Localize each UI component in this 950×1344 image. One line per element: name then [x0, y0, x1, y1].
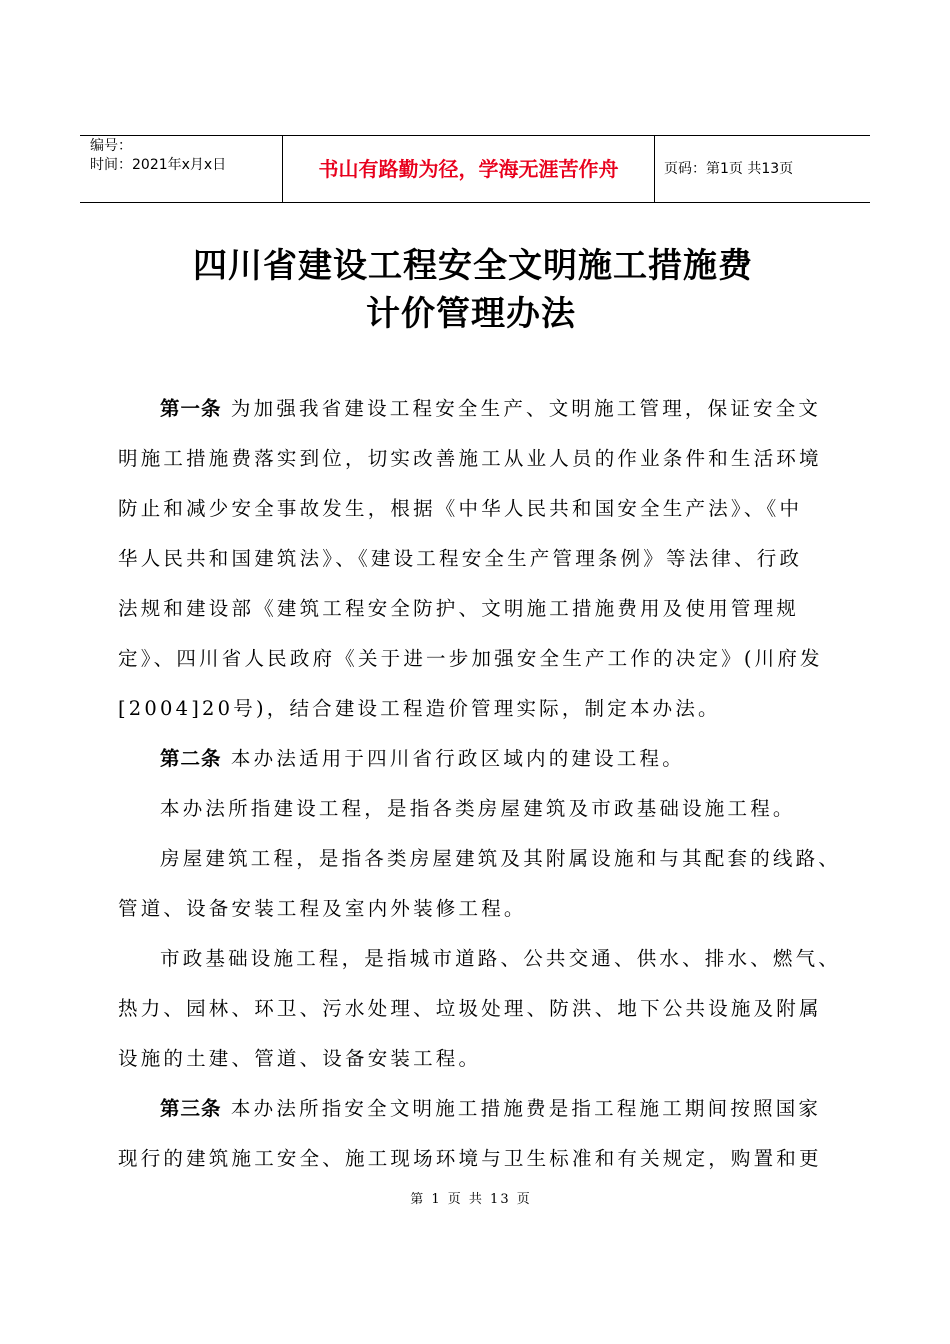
article-3-lead: 第三条 — [160, 1097, 222, 1120]
header-page-info: 页码：第1页 共13页 — [664, 161, 794, 177]
article-1-text: 为加强我省建设工程安全生产、文明施工管理，保证安全文 — [221, 397, 822, 420]
article-2 — [118, 734, 838, 784]
article-2-line — [118, 734, 838, 784]
paragraph-line: 管道、设备安装工程及室内外装修工程。 — [118, 897, 527, 920]
document-title-line2: 计价管理办法 — [366, 294, 576, 334]
article-1-line — [118, 384, 838, 434]
article-2-lead: 第二条 — [160, 747, 222, 770]
article-1-line: 明施工措施费落实到位，切实改善施工从业人员的作业条件和生活环境 — [118, 447, 822, 470]
article-1-line: 华人民共和国建筑法》、《建设工程安全生产管理条例》等法律、行政 — [118, 547, 803, 570]
article-1-line: [2004]20号)，结合建设工程造价管理实际，制定本办法。 — [118, 697, 721, 720]
article-2-text: 本办法适用于四川省行政区域内的建设工程。 — [221, 747, 685, 770]
header-meta — [80, 136, 282, 202]
article-1-lead: 第一条 — [160, 397, 222, 420]
header-divider — [654, 136, 655, 202]
number-label: 编号： — [90, 138, 132, 154]
article-3 — [118, 1084, 838, 1184]
document-body — [118, 384, 842, 1184]
header-motto: 书山有路勤为径，学海无涯苦作舟 — [318, 157, 619, 181]
article-1-line: 法规和建设部《建筑工程安全防护、文明施工措施费用及使用管理规 — [118, 597, 800, 620]
paragraph-municipal — [118, 934, 842, 1084]
document-header — [80, 135, 870, 203]
article-3-line — [118, 1084, 838, 1134]
paragraph-line: 市政基础设施工程，是指城市道路、公共交通、供水、排水、燃气、 — [160, 947, 842, 970]
article-3-line: 现行的建筑施工安全、施工现场环境与卫生标准和有关规定，购置和更 — [118, 1147, 822, 1170]
article-1-line: 防止和减少安全事故发生，根据《中华人民共和国安全生产法》、《中 — [118, 497, 803, 520]
paragraph-line: 设施的土建、管道、设备安装工程。 — [118, 1047, 482, 1070]
article-3-text: 本办法所指安全文明施工措施费是指工程施工期间按照国家 — [221, 1097, 822, 1120]
page-footer: 第 1 页 共 13 页 — [410, 1192, 532, 1207]
paragraph-building — [118, 834, 842, 934]
paragraph-line: 本办法所指建设工程，是指各类房屋建筑及市政基础设施工程。 — [160, 797, 796, 820]
time-label: 时间：2021年x月x日 — [90, 157, 227, 173]
paragraph-scope — [118, 784, 838, 834]
paragraph-line: 热力、园林、环卫、污水处理、垃圾处理、防洪、地下公共设施及附属 — [118, 997, 822, 1020]
paragraph-line: 房屋建筑工程，是指各类房屋建筑及其附属设施和与其配套的线路、 — [160, 847, 842, 870]
article-1-line: 定》、四川省人民政府《关于进一步加强安全生产工作的决定》(川府发 — [118, 647, 823, 670]
article-1 — [118, 384, 838, 734]
document-title-line1: 四川省建设工程安全文明施工措施费 — [193, 246, 753, 286]
